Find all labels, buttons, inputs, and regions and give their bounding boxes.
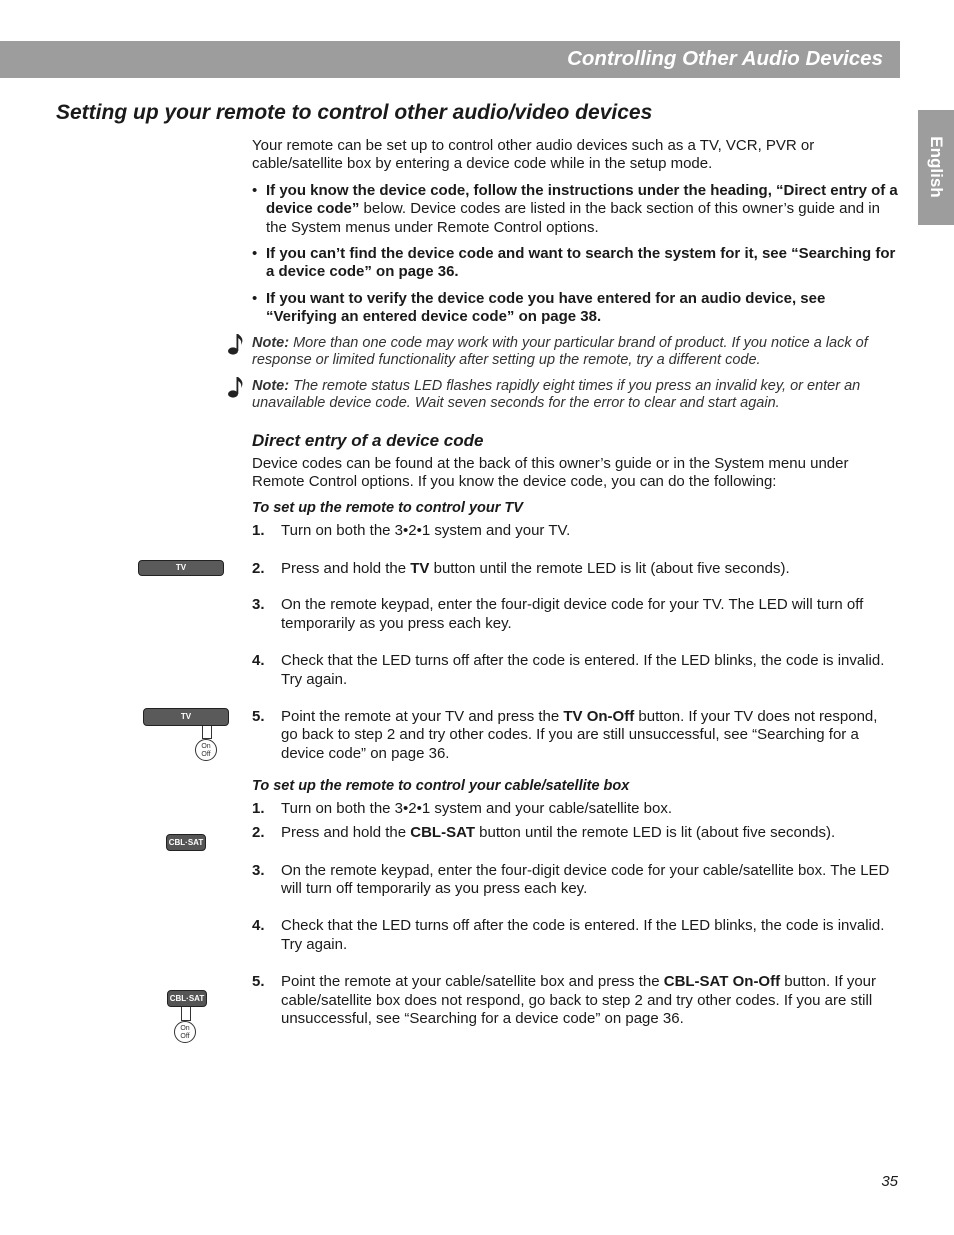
step-text: Turn on both the 3•2•1 system and your TV. xyxy=(281,521,571,539)
cable-step xyxy=(252,824,898,843)
music-note-icon xyxy=(227,375,245,399)
direct-entry-intro: Device codes can be found at the back of this owner’s guide or in the System menu under Remote Control options. If you know the device code, you can do the following: xyxy=(252,455,849,491)
step-text: button until the remote LED is lit (about five seconds). xyxy=(474,823,836,841)
tv-step xyxy=(252,652,898,690)
on-label: On xyxy=(180,1025,190,1032)
step-bold-text: CBL-SAT On-Off xyxy=(663,972,781,990)
step-number: 1. xyxy=(252,800,265,818)
note-block xyxy=(252,378,898,413)
cbl-sat-on-off-button-illustration xyxy=(174,1021,196,1043)
step-text: On the remote keypad, enter the four-digit device code for your TV. The LED will turn off temporarily as you press each key. xyxy=(281,596,864,633)
page-number: 35 xyxy=(881,1173,898,1190)
bullet-bold-text: If you want to verify the device code you have entered for an audio device, see “Verifying an entered device code” on page 38. xyxy=(266,289,826,326)
bullet-dot: • xyxy=(252,245,258,263)
step-text: Point the remote at your cable/satellite box and press the xyxy=(281,972,664,990)
bullet-dot: • xyxy=(252,181,258,199)
step-number: 2. xyxy=(252,823,265,841)
tv-step xyxy=(252,522,898,541)
step-text: Check that the LED turns off after the code is entered. If the LED blinks, the code is invalid. Try again. xyxy=(281,917,885,953)
music-note-icon xyxy=(227,332,245,356)
off-label: Off xyxy=(201,751,211,758)
step-text: Turn on both the 3•2•1 system and your cable/satellite box. xyxy=(281,800,673,818)
tv-step xyxy=(252,596,898,634)
page-header-title: Controlling Other Audio Devices xyxy=(567,47,883,70)
cbl-sat-button-label: CBL·SAT xyxy=(168,838,204,847)
on-label: On xyxy=(201,743,211,750)
step-number: 3. xyxy=(252,861,265,879)
cable-setup-heading: To set up the remote to control your cable/satellite box xyxy=(252,778,630,795)
tv-button-label: TV xyxy=(180,712,192,721)
note-label: Note: xyxy=(252,334,290,351)
step-number: 4. xyxy=(252,652,265,670)
language-tab xyxy=(918,110,954,225)
step-number: 1. xyxy=(252,521,265,539)
bullet-item xyxy=(252,182,898,237)
tv-button-label: TV xyxy=(175,563,187,572)
note-block xyxy=(252,335,898,370)
tv-on-off-button-illustration xyxy=(195,739,217,761)
step-text: Point the remote at your TV and press the xyxy=(281,707,564,725)
cbl-sat-button-illustration xyxy=(166,834,206,851)
step-number: 4. xyxy=(252,917,265,935)
header-bar xyxy=(0,41,900,78)
note-label: Note: xyxy=(252,377,290,394)
cbl-sat-button-illustration xyxy=(167,990,207,1007)
step-number: 5. xyxy=(252,972,265,990)
bullet-bold-text: If you know the device code, follow the instructions under the heading, “Direct entry of a device code” xyxy=(266,181,898,218)
cable-step xyxy=(252,973,898,1029)
tv-setup-heading: To set up the remote to control your TV xyxy=(252,499,523,516)
button-connector xyxy=(181,1007,191,1021)
step-text: button. If your cable/satellite box does not respond, go back to step 2 and try other codes. If you are still unsuccessful, see “Searching for a device code” on page 36. xyxy=(281,972,876,1028)
bullet-text: below. Device codes are listed in the back section of this owner’s guide and in the System menus under Remote Control options. xyxy=(266,200,880,236)
step-number: 5. xyxy=(252,707,265,725)
step-text: Press and hold the xyxy=(281,559,411,577)
step-text: Press and hold the xyxy=(281,823,411,841)
main-content xyxy=(252,137,898,1029)
step-bold-text: TV xyxy=(410,559,430,577)
section-title: Setting up your remote to control other audio/video devices xyxy=(56,101,653,124)
tv-step xyxy=(252,708,898,764)
step-text: Check that the LED turns off after the code is entered. If the LED blinks, the code is invalid. Try again. xyxy=(281,652,885,688)
button-connector xyxy=(202,726,212,739)
cable-step xyxy=(252,800,898,819)
bullet-item xyxy=(252,245,898,282)
step-text: button. If your TV does not respond, go back to step 2 and try other codes. If you are still unsuccessful, see “Searching for a device code” on page 36. xyxy=(281,707,878,763)
tv-step xyxy=(252,560,898,579)
step-text: On the remote keypad, enter the four-digit device code for your cable/satellite box. The LED will turn off temporarily as you press each key. xyxy=(281,861,890,898)
bullet-bold-text: If you can’t find the device code and want to search the system for it, see “Searching for a device code” on page 36. xyxy=(266,245,896,281)
step-number: 2. xyxy=(252,559,265,577)
step-bold-text: CBL-SAT xyxy=(410,823,475,841)
bullet-dot: • xyxy=(252,289,258,307)
direct-entry-heading: Direct entry of a device code xyxy=(252,431,484,451)
step-number: 3. xyxy=(252,596,265,614)
cable-step xyxy=(252,862,898,900)
tv-button-illustration xyxy=(143,708,229,726)
note-text: The remote status LED flashes rapidly eight times if you press an invalid key, or enter an unavailable device code. Wait seven seconds for the error to clear and start again. xyxy=(252,377,861,412)
cable-step xyxy=(252,917,898,955)
bullet-item xyxy=(252,290,898,327)
tv-button-illustration xyxy=(138,560,224,576)
cbl-sat-button-label: CBL·SAT xyxy=(169,994,205,1003)
note-text: More than one code may work with your particular brand of product. If you notice a lack of response or limited functionality after setting up the remote, try a different code. xyxy=(252,334,868,369)
step-text: button until the remote LED is lit (about five seconds). xyxy=(429,559,790,577)
off-label: Off xyxy=(180,1033,190,1040)
intro-paragraph: Your remote can be set up to control other audio devices such as a TV, VCR, PVR or cable/satellite box by entering a device code while in the setup mode. xyxy=(252,137,815,173)
step-bold-text: TV On-Off xyxy=(563,707,635,725)
language-tab-label: English xyxy=(927,136,946,198)
